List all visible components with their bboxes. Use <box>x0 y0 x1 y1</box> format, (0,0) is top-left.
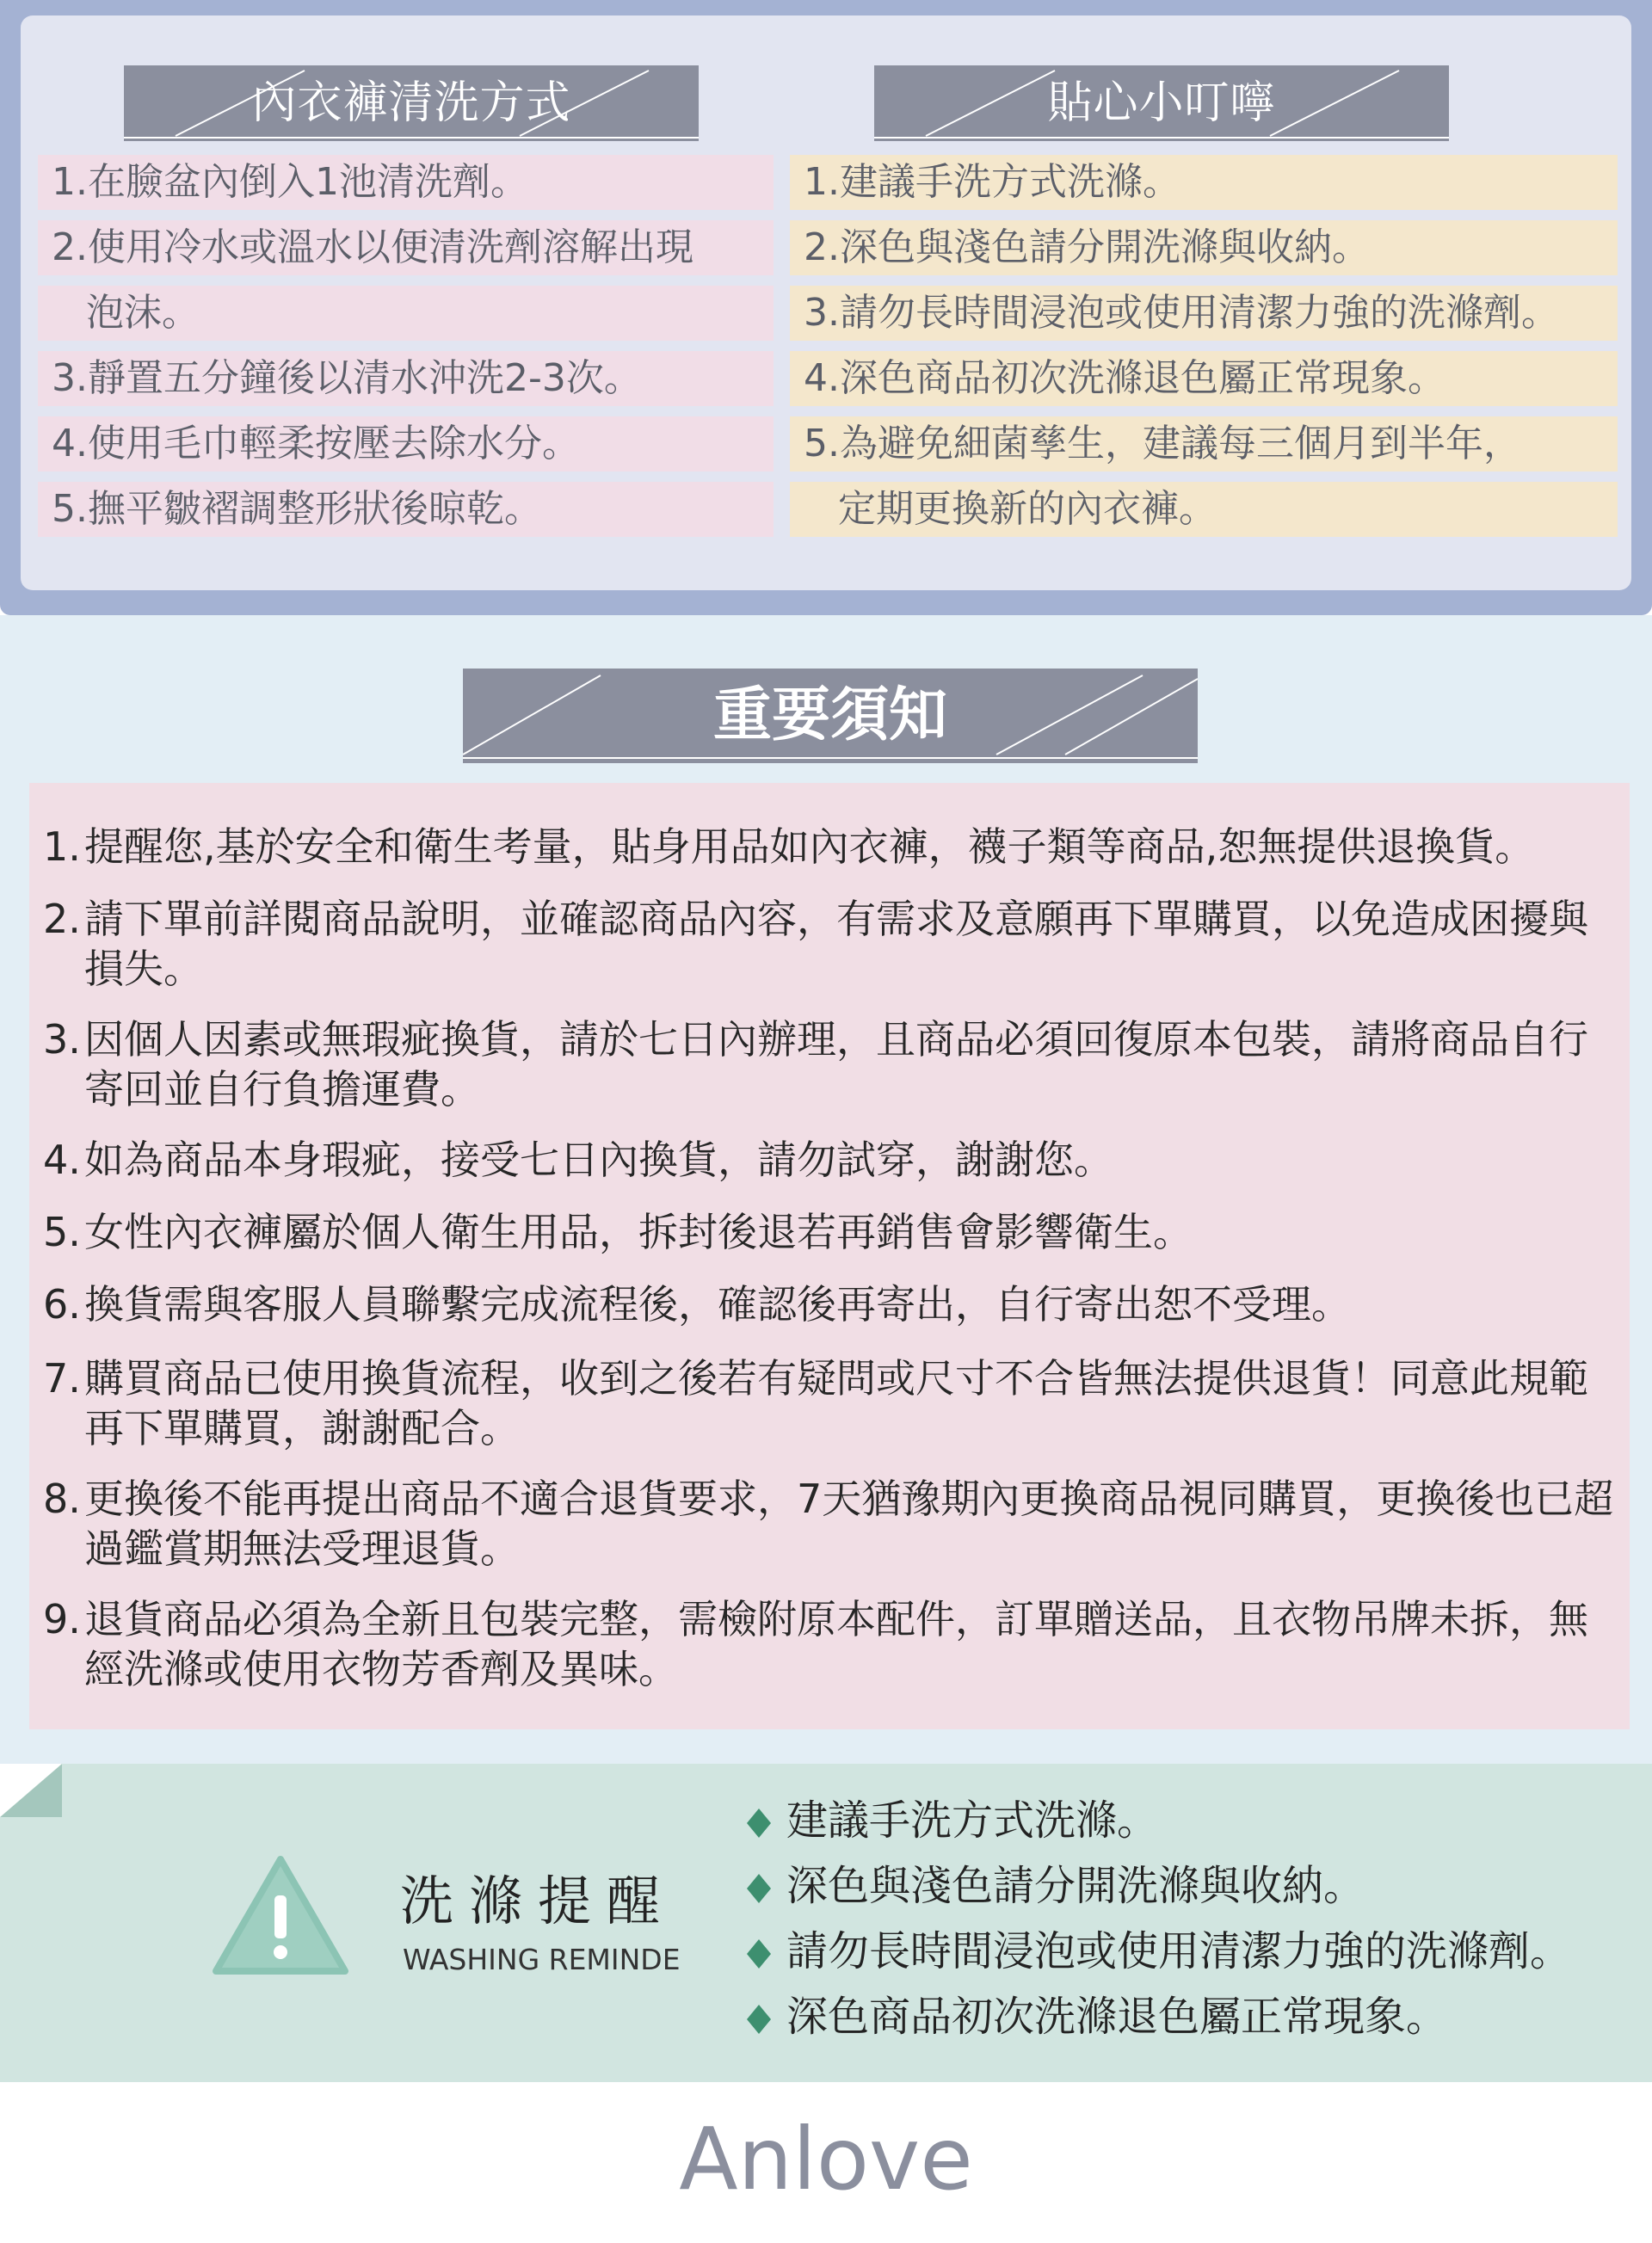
washing-reminder-section <box>0 1764 1652 2082</box>
notice-number: 9. <box>43 1596 81 1642</box>
care-step: 泡沫。 <box>38 286 774 341</box>
notice-list <box>43 822 1622 1694</box>
diamond-bullet-icon <box>747 2005 771 2034</box>
tip-item: 2.深色與淺色請分開洗滌與收納。 <box>790 220 1618 275</box>
care-tips-panel <box>0 0 1652 615</box>
care-step: 4.使用毛巾輕柔按壓去除水分。 <box>38 416 774 471</box>
wash-bullet <box>747 1984 1571 2049</box>
notice-text: 請下單前詳閱商品說明，並確認商品內容，有需求及意願再下單購買，以免造成困擾與損失。 <box>84 896 1588 992</box>
notice-number: 5. <box>43 1209 81 1255</box>
tip-item: 3.請勿長時間浸泡或使用清潔力強的洗滌劑。 <box>790 286 1618 341</box>
notice-number: 8. <box>43 1476 81 1522</box>
wash-bullet <box>747 1853 1571 1919</box>
warning-icon <box>211 1854 350 1976</box>
wash-bullet <box>747 1919 1571 1984</box>
notice-text: 提醒您,基於安全和衛生考量，貼身用品如內衣褲，襪子類等商品,恕無提供退換貨。 <box>84 823 1535 870</box>
wash-bullet-text: 深色與淺色請分開洗滌與收納。 <box>786 1862 1365 1910</box>
notice-text: 購買商品已使用換貨流程，收到之後若有疑問或尺寸不合皆無法提供退貨！同意此規範再下單購買，謝謝配合。 <box>84 1355 1588 1451</box>
care-title: 內衣褲清洗方式 <box>251 77 571 129</box>
notice-number: 2. <box>43 896 81 942</box>
notice-text: 女性內衣褲屬於個人衛生用品，拆封後退若再銷售會影響衛生。 <box>84 1209 1193 1255</box>
tip-item: 定期更換新的內衣褲。 <box>790 482 1618 537</box>
corner-fold-icon <box>0 1764 62 1817</box>
notice-item <box>43 1474 1622 1574</box>
notice-item <box>43 1353 1622 1453</box>
care-step: 1.在臉盆內倒入1池清洗劑。 <box>38 155 774 210</box>
care-step: 3.靜置五分鐘後以清水沖洗2-3次。 <box>38 351 774 406</box>
notice-number: 1. <box>43 823 81 870</box>
notice-item <box>43 1279 1622 1329</box>
notice-item <box>43 894 1622 994</box>
wash-bullet-text: 深色商品初次洗滌退色屬正常現象。 <box>786 1993 1448 2041</box>
tips-title: 貼心小叮嚀 <box>1047 77 1276 129</box>
notice-text: 因個人因素或無瑕疵換貨，請於七日內辦理，且商品必須回復原本包裝，請將商品自行寄回並自行負擔運費。 <box>84 1016 1588 1112</box>
notice-box <box>29 783 1630 1729</box>
notice-item <box>43 822 1622 872</box>
notice-text: 如為商品本身瑕疵，接受七日內換貨，請勿試穿，謝謝您。 <box>84 1137 1113 1183</box>
tip-item: 4.深色商品初次洗滌退色屬正常現象。 <box>790 351 1618 406</box>
care-title-banner <box>124 65 699 141</box>
notice-item <box>43 1135 1622 1185</box>
notice-number: 6. <box>43 1281 81 1328</box>
notice-title-banner <box>463 669 1198 763</box>
notice-item <box>43 1207 1622 1257</box>
important-notice-section <box>0 615 1652 1764</box>
care-step: 2.使用冷水或溫水以便清洗劑溶解出現 <box>38 220 774 275</box>
wash-bullets <box>747 1788 1571 2049</box>
notice-text: 換貨需與客服人員聯繫完成流程後，確認後再寄出，自行寄出恕不受理。 <box>84 1281 1351 1328</box>
notice-number: 4. <box>43 1137 81 1183</box>
notice-title: 重要須知 <box>712 681 947 749</box>
wash-title: 洗滌提醒 <box>400 1870 676 1932</box>
wash-bullet-text: 建議手洗方式洗滌。 <box>786 1796 1159 1845</box>
notice-item <box>43 1594 1622 1694</box>
wash-subtitle: WASHING REMINDE <box>403 1943 681 1976</box>
wash-bullet <box>747 1788 1571 1853</box>
wash-bullet-text: 請勿長時間浸泡或使用清潔力強的洗滌劑。 <box>786 1927 1572 1975</box>
diamond-bullet-icon <box>747 1874 771 1903</box>
care-step: 5.撫平皺褶調整形狀後晾乾。 <box>38 482 774 537</box>
notice-item <box>43 1014 1622 1114</box>
notice-text: 更換後不能再提出商品不適合退貨要求，7天猶豫期內更換商品視同購買，更換後也已超過鑑賞期無法受理退貨。 <box>84 1476 1614 1572</box>
notice-text: 退貨商品必須為全新且包裝完整，需檢附原本配件，訂單贈送品，且衣物吊牌未拆，無經洗滌或使用衣物芳香劑及異味。 <box>84 1596 1588 1692</box>
diamond-bullet-icon <box>747 1939 771 1969</box>
tip-item: 1.建議手洗方式洗滌。 <box>790 155 1618 210</box>
care-tips-inner <box>21 15 1631 590</box>
notice-number: 7. <box>43 1355 81 1402</box>
tips-title-banner <box>874 65 1449 141</box>
notice-number: 3. <box>43 1016 81 1063</box>
brand-logo: Anlove <box>679 2109 973 2209</box>
tip-item: 5.為避免細菌孳生，建議每三個月到半年， <box>790 416 1618 471</box>
diamond-bullet-icon <box>747 1809 771 1838</box>
